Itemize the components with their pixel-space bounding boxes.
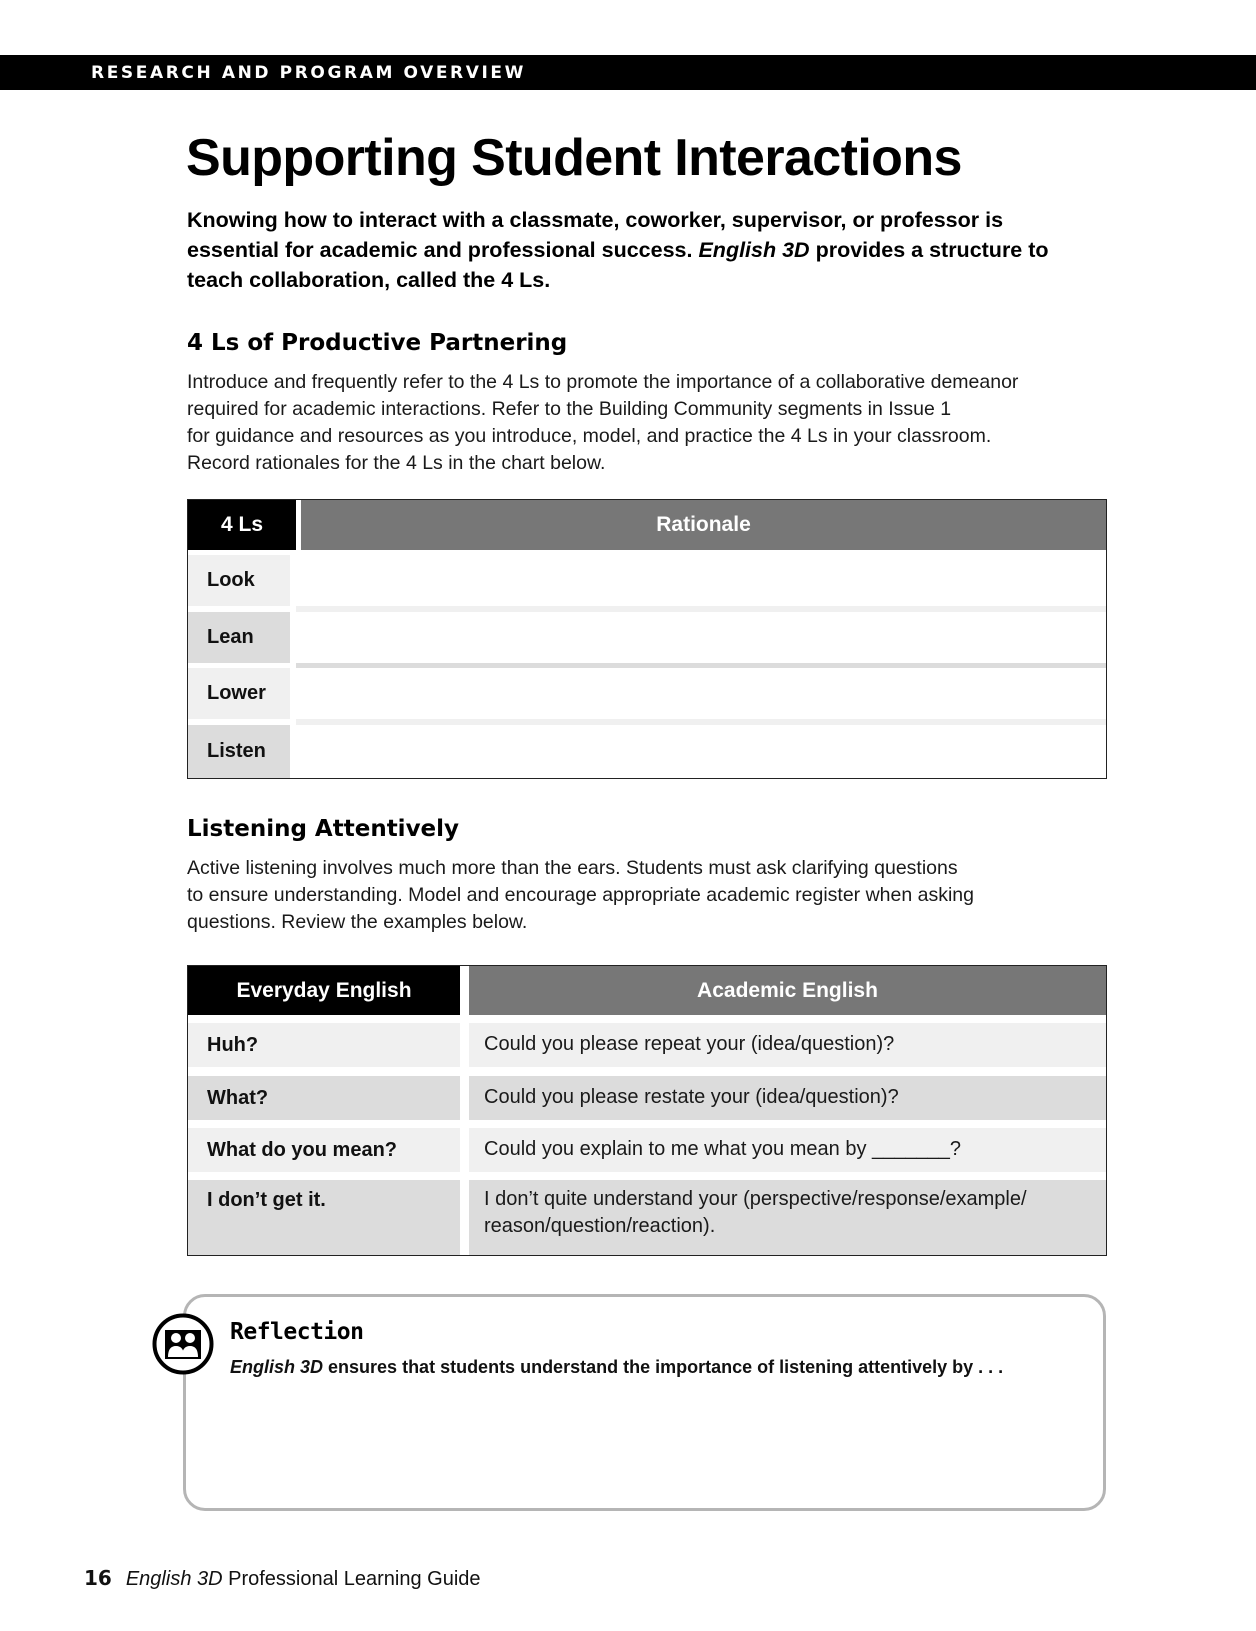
- header-band-label: RESEARCH AND PROGRAM OVERVIEW: [91, 63, 526, 83]
- rationale-cell-lean[interactable]: [290, 612, 1106, 663]
- reflection-prompt-rest: ensures that students understand the importance of listening attentively by . . .: [328, 1357, 1004, 1377]
- body-line: questions. Review the examples below.: [187, 911, 528, 933]
- english-register-table: [187, 965, 1107, 1256]
- header-band: [0, 55, 1256, 90]
- page-footer: [84, 1566, 481, 1591]
- reflection-prompt: [230, 1357, 1003, 1378]
- everyday-cell: What do you mean?: [188, 1128, 460, 1172]
- footer-book-rest: Professional Learning Guide: [228, 1568, 481, 1590]
- table-header-4ls: 4 Ls: [188, 500, 296, 550]
- table-header-rationale: Rationale: [301, 500, 1106, 550]
- footer-book-italic: English 3D: [125, 1568, 223, 1590]
- reflection-title: Reflection: [230, 1319, 364, 1345]
- academic-cell: Could you explain to me what you mean by _______?: [469, 1128, 1106, 1172]
- section-body-4ls: [187, 369, 1107, 477]
- table-header-everyday: Everyday English: [188, 966, 460, 1015]
- academic-cell: I don’t quite understand your (perspective/response/example/ reason/question/reaction).: [469, 1180, 1106, 1255]
- body-line: to ensure understanding. Model and encourage appropriate academic register when asking: [187, 884, 974, 906]
- section-heading-listening: Listening Attentively: [187, 816, 460, 842]
- page-number: 16: [84, 1566, 112, 1590]
- rationale-cell-look[interactable]: [290, 555, 1106, 606]
- four-ls-table: [187, 499, 1107, 779]
- body-line: Active listening involves much more than the ears. Students must ask clarifying questions: [187, 857, 958, 879]
- row-label-lower: Lower: [188, 668, 290, 719]
- row-label-look: Look: [188, 555, 290, 606]
- body-line: Record rationales for the 4 Ls in the chart below.: [187, 452, 606, 474]
- everyday-cell: Huh?: [188, 1023, 460, 1067]
- intro-part2: provides a structure to teach collaboration, called the 4 Ls.: [187, 238, 1049, 292]
- rationale-cell-listen[interactable]: [290, 725, 1106, 778]
- row-label-listen: Listen: [188, 725, 290, 778]
- everyday-cell: What?: [188, 1076, 460, 1120]
- everyday-cell: I don’t get it.: [188, 1180, 460, 1255]
- reflection-prompt-italic: English 3D: [230, 1357, 324, 1377]
- rationale-cell-lower[interactable]: [290, 668, 1106, 719]
- intro-part1: Knowing how to interact with a classmate, coworker, supervisor, or professor is essential for academic and professional success.: [187, 208, 1004, 262]
- table-header-academic: Academic English: [469, 966, 1106, 1015]
- academic-cell: Could you please repeat your (idea/question)?: [469, 1023, 1106, 1067]
- body-line: for guidance and resources as you introduce, model, and practice the 4 Ls in your classroom.: [187, 425, 992, 447]
- section-body-listening: [187, 855, 1107, 936]
- body-line: Introduce and frequently refer to the 4 Ls to promote the importance of a collaborative demeanor: [187, 371, 1019, 393]
- page-title: Supporting Student Interactions: [186, 129, 962, 187]
- academic-cell: Could you please restate your (idea/question)?: [469, 1076, 1106, 1120]
- section-heading-4ls: 4 Ls of Productive Partnering: [187, 330, 568, 356]
- intro-italic: English 3D: [698, 238, 810, 262]
- discussion-group-icon: [152, 1313, 214, 1375]
- row-label-lean: Lean: [188, 612, 290, 663]
- intro-paragraph: [187, 205, 1087, 295]
- body-line: required for academic interactions. Refer to the Building Community segments in Issue 1: [187, 398, 952, 420]
